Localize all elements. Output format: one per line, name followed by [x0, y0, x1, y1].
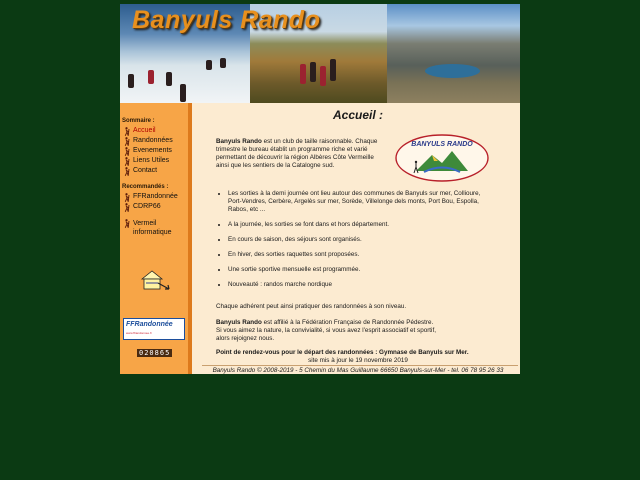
- list-item: • A la journée, les sorties se font dans et hors département.: [228, 221, 488, 229]
- walker-icon: [123, 167, 130, 176]
- visit-counter: 020865: [139, 349, 171, 357]
- walker-icon: [123, 147, 130, 156]
- intro-text: est un club de taille raisonnable. Chaque trimestre le bureau établit un programme riche et varié permettant de découvrir la région Albères Côte Vermeille ainsi que les sentiers de la Catalogne sud.: [216, 138, 378, 169]
- sidebar-item-label: Liens Utiles: [133, 157, 170, 164]
- page-container: [120, 4, 520, 374]
- walker-icon: [123, 157, 130, 166]
- sidebar-item-label: Evenements: [133, 147, 172, 154]
- sidebar-item-contact[interactable]: [123, 167, 157, 176]
- intro-paragraph: [216, 138, 386, 170]
- affiliation-club-name: Banyuls Rando: [216, 319, 262, 326]
- ffr-logo-subtext: www.ffrandonnee.fr: [126, 331, 152, 335]
- home-exit-icon[interactable]: [140, 268, 172, 292]
- ffr-logo-text: FFRandonnée: [126, 321, 173, 328]
- join-line-2: alors rejoignez nous.: [216, 335, 275, 342]
- club-logo: [394, 133, 490, 183]
- site-title: Banyuls Rando: [132, 6, 321, 34]
- join-line-1: Si vous aimez la nature, la convivialité, si vous avez l'esprit associatif et sportif,: [216, 327, 436, 334]
- intro-club-name: Banyuls Rando: [216, 138, 262, 145]
- activities-list: [216, 190, 488, 296]
- list-item: • En hiver, des sorties raquettes sont proposées.: [228, 251, 488, 259]
- summary-heading: Sommaire :: [122, 118, 155, 124]
- sidebar-item-vermeil[interactable]: [123, 219, 181, 237]
- sidebar-item-liens-utiles[interactable]: [123, 157, 169, 166]
- sidebar-item-ffrandonnee[interactable]: [123, 193, 178, 202]
- sidebar-item-label: Randonnées: [133, 137, 173, 144]
- sidebar-item-label: Contact: [133, 167, 158, 174]
- header-banner: [120, 4, 520, 103]
- sidebar-item-label: Accueil: [133, 127, 156, 134]
- update-date: site mis à jour le 19 novembre 2019: [308, 357, 408, 364]
- list-item: • En cours de saison, des séjours sont organisés.: [228, 236, 488, 244]
- sidebar-item-label: CDRP66: [133, 203, 161, 210]
- sidebar-item-evenements[interactable]: [123, 147, 172, 156]
- banner-lake: [425, 64, 480, 78]
- club-logo-text: BANYULS RANDO: [411, 141, 473, 148]
- walker-icon: [123, 193, 130, 202]
- list-item: • Une sortie sportive mensuelle est programmée.: [228, 266, 488, 274]
- meeting-point: Point de rendez-vous pour le départ des randonnées : Gymnase de Banyuls sur Mer.: [216, 349, 469, 356]
- page-title: Accueil :: [332, 108, 383, 122]
- sidebar-item-cdrp66[interactable]: [123, 203, 161, 212]
- main-content: [196, 103, 520, 374]
- walker-icon: [123, 127, 130, 136]
- footer-copyright: Banyuls Rando © 2008-2019 - 5 Chemin du Mas Guillaume 66650 Banyuls-sur-Mer - tel. 06 78 95 26 33: [212, 367, 504, 374]
- ffrandonnee-logo[interactable]: [123, 318, 185, 340]
- level-paragraph: Chaque adhérent peut ainsi pratiquer des randonnées à son niveau.: [216, 303, 407, 310]
- sidebar-item-accueil[interactable]: [123, 127, 156, 136]
- banner-photo-mountain-lake: [387, 4, 520, 103]
- sidebar: [120, 103, 192, 374]
- sidebar-item-label: FFRandonnée: [133, 193, 178, 200]
- list-item: • Les sorties à la demi journée ont lieu autour des communes de Banyuls sur mer, Collioure, Port-Vendres, Cerbère, Argelès sur mer, Sorède, Villelonge dels monts, Port Bou, Espolla, Rabos, etc ...: [228, 190, 488, 214]
- sidebar-item-randonnees[interactable]: [123, 137, 173, 146]
- footer-divider: [202, 365, 518, 366]
- recommended-heading: Recommandés :: [122, 184, 169, 190]
- affiliation-paragraph: [216, 319, 516, 343]
- walker-icon: [123, 203, 130, 212]
- affiliation-text: est affilié à la Fédération Française de Randonnée Pédestre.: [261, 319, 434, 326]
- walker-icon: [123, 219, 130, 228]
- walker-icon: [123, 137, 130, 146]
- list-item: • Nouveauté : randos marche nordique: [228, 281, 488, 289]
- sidebar-item-label: Vermeil informatique: [133, 220, 172, 236]
